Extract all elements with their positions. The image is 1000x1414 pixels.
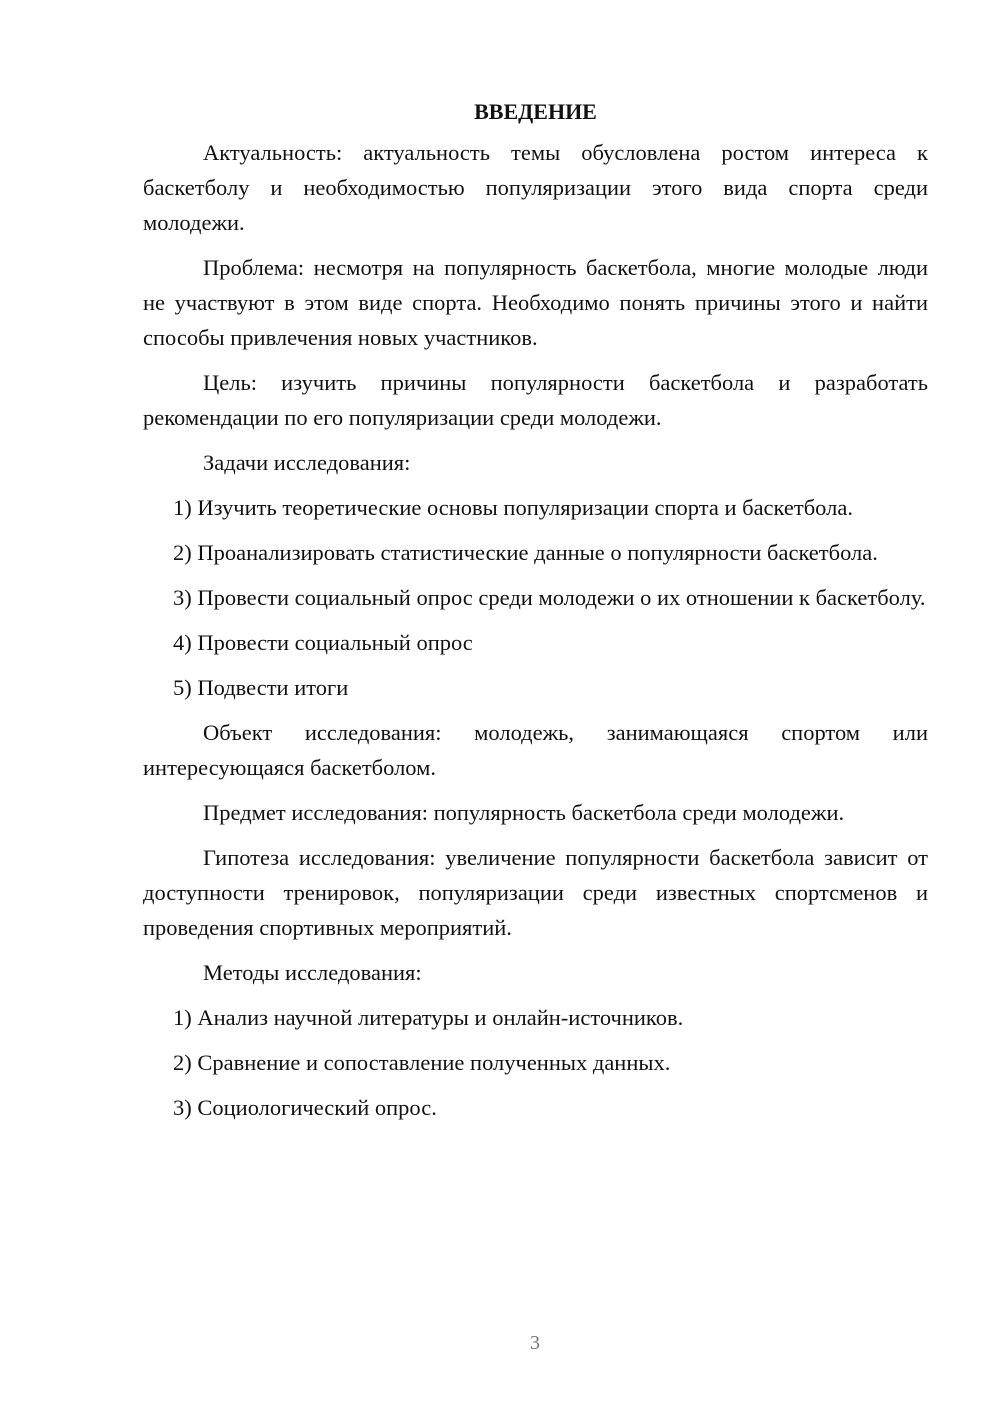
object-paragraph: Объект исследования: молодежь, занимающаяся спортом или интересующаяся баскетболом.: [143, 720, 928, 780]
problem-paragraph: Проблема: несмотря на популярность баскетбола, многие молодые люди не участвуют в этом виде спорта. Необходимо понять причины этого и найти способы привлечения новых участников.: [143, 255, 928, 350]
page-title: ВВЕДЕНИЕ: [474, 99, 597, 124]
tasks-heading: Задачи исследования:: [203, 450, 411, 475]
task-item-5: 5) Подвести итоги: [173, 675, 349, 700]
subject-paragraph: Предмет исследования: популярность баскетбола среди молодежи.: [203, 800, 845, 825]
relevance-paragraph: Актуальность: актуальность темы обусловлена ростом интереса к баскетболу и необходимостью популяризации этого вида спорта среди молодежи.: [143, 140, 928, 235]
methods-heading: Методы исследования:: [203, 960, 422, 985]
task-item-1: 1) Изучить теоретические основы популяризации спорта и баскетбола.: [173, 495, 853, 520]
method-item-2: 2) Сравнение и сопоставление полученных данных.: [173, 1050, 671, 1075]
method-item-3: 3) Социологический опрос.: [173, 1095, 437, 1120]
page-content: [143, 94, 928, 1125]
hypothesis-paragraph: Гипотеза исследования: увеличение популярности баскетбола зависит от доступности тренировок, популяризации среди известных спортсменов и проведения спортивных мероприятий.: [143, 845, 928, 940]
page-number: 3: [530, 1332, 540, 1354]
task-item-4: 4) Провести социальный опрос: [173, 630, 473, 655]
task-item-2: 2) Проанализировать статистические данные о популярности баскетбола.: [173, 540, 878, 565]
task-item-3: 3) Провести социальный опрос среди молодежи о их отношении к баскетболу.: [173, 585, 926, 610]
method-item-1: 1) Анализ научной литературы и онлайн-источников.: [173, 1005, 684, 1030]
goal-paragraph: Цель: изучить причины популярности баскетбола и разработать рекомендации по его популяризации среди молодежи.: [143, 370, 928, 430]
